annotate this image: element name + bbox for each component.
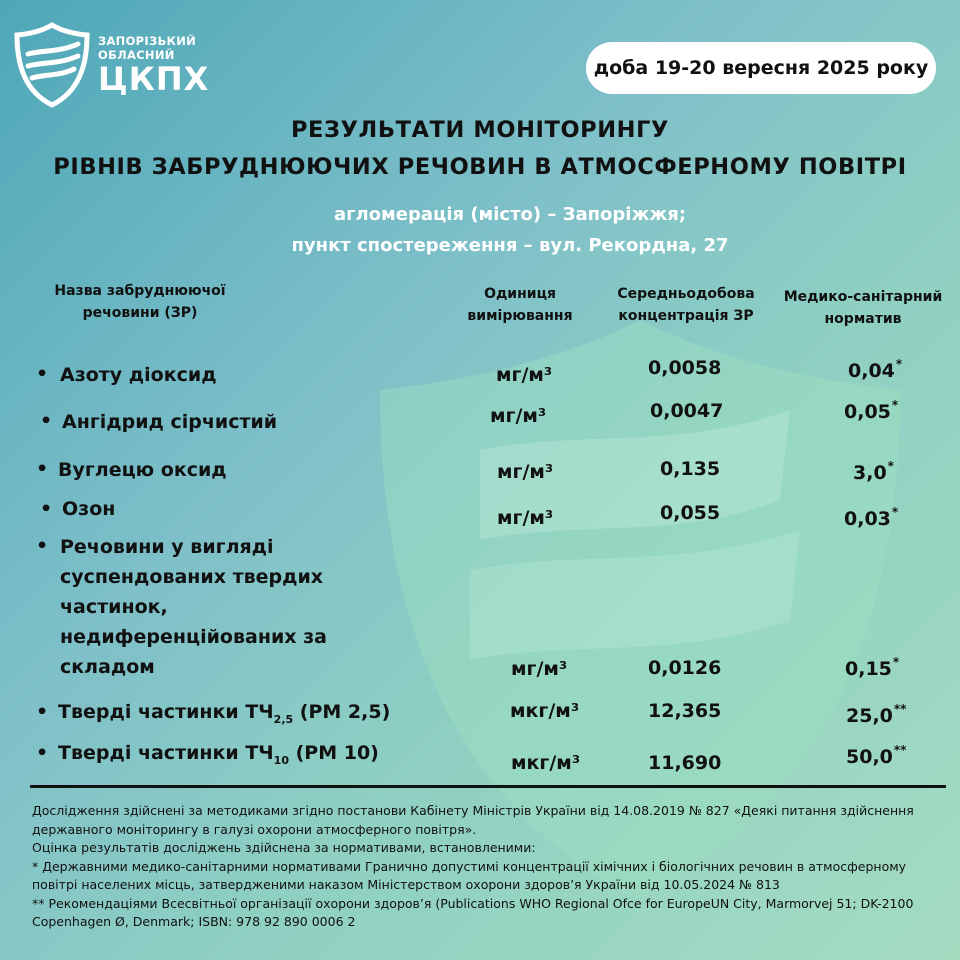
unit-value: мкг/м³ xyxy=(511,752,581,774)
footnote-who-norm: ** Рекомендаціями Всесвітньої організації охорони здоров’я (Publications WHO Regional Ofce for EuropeUN City, Marmorvej 51; DK-2100 Copenhagen Ø, Denmark; ISBN: 978 92 890 0006 2 xyxy=(32,895,914,929)
footnote-evaluation: Оцінка результатів досліджень здійснена за нормативами, встановленими: xyxy=(32,840,536,855)
concentration-value: 11,690 xyxy=(648,752,722,774)
brand-logo xyxy=(14,22,209,108)
norm-value: 0,15* xyxy=(845,655,900,680)
norm-value: 0,04* xyxy=(848,357,903,382)
unit-value: мг/м³ xyxy=(497,507,554,529)
row-bullet: • xyxy=(36,363,49,385)
norm-value: 25,0** xyxy=(846,702,907,727)
concentration-value: 0,0058 xyxy=(648,357,722,379)
header-substance: Назва забруднюючої речовини (ЗР) xyxy=(54,283,226,321)
footnote-marker: * xyxy=(887,459,894,473)
concentration-value: 0,0126 xyxy=(648,657,722,679)
footnote-national-norm: * Державними медико-санітарними нормативами Гранично допустимі концентрації хімічних і біологічних речовин в атмосферному повітрі населених місць, затвердженими наказом Міністерством охорони здоров’я України від 10.05.2024 № 813 xyxy=(32,858,907,892)
brand-line-1: ЗАПОРІЗЬКИЙ xyxy=(98,34,197,48)
concentration-value: 0,135 xyxy=(660,458,721,480)
substance-name: Озон xyxy=(62,498,116,520)
substance-name: Речовини у вигляді суспендованих твердих частинок, недиференційованих за складом xyxy=(60,536,328,678)
norm-value: 50,0** xyxy=(846,743,907,768)
row-bullet: • xyxy=(40,410,53,432)
substance-name: Вуглецю оксид xyxy=(58,459,227,481)
footnote-marker: * xyxy=(892,655,900,669)
shield-logo-icon xyxy=(14,22,90,108)
footnote-marker: * xyxy=(895,357,903,371)
row-bullet: • xyxy=(40,498,53,520)
substance-name: Тверді частинки $ТЧ_{10}$ (PM 10) xyxy=(58,742,379,767)
brand-line-2: ОБЛАСНИЙ xyxy=(98,48,175,62)
footnote-marker: * xyxy=(891,505,899,519)
header-concentration: Середньодобова концентрація ЗР xyxy=(617,286,755,324)
norm-value: 0,03* xyxy=(844,505,899,530)
footnote-methods: Дослідження здійснені за методиками згідно постанови Кабінету Міністрів України від 14.08.2019 № 827 «Деякі питання здійснення державного моніторингу в галузі охорони атмосферного повітря». xyxy=(32,803,914,837)
norm-value: 0,05* xyxy=(844,398,899,423)
substance-name: Азоту діоксид xyxy=(60,364,217,386)
concentration-value: 0,055 xyxy=(660,502,721,524)
header-unit: Одиниця вимірювання xyxy=(467,286,573,324)
norm-value: 3,0* xyxy=(853,459,894,484)
location-line-1: агломерація (місто) – Запоріжжя; xyxy=(333,204,687,225)
footnote-marker: ** xyxy=(893,743,907,757)
table-bottom-rule xyxy=(30,785,946,788)
substance-name: Ангідрид сірчистий xyxy=(62,411,278,433)
concentration-value: 12,365 xyxy=(648,700,722,722)
page-title-line-1: РЕЗУЛЬТАТИ МОНІТОРИНГУ xyxy=(290,117,670,143)
unit-value: мг/м³ xyxy=(497,461,554,483)
unit-value: мг/м³ xyxy=(490,405,547,427)
row-bullet: • xyxy=(36,701,49,723)
row-bullet: • xyxy=(36,742,49,764)
substance-name: Тверді частинки $ТЧ_{2,5}$ (PM 2,5) xyxy=(58,701,391,726)
row-bullet: • xyxy=(36,535,49,557)
footnote-marker: * xyxy=(891,398,899,412)
footnote-marker: ** xyxy=(893,702,907,716)
page-title-line-2: РІВНІВ ЗАБРУДНЮЮЧИХ РЕЧОВИН В АТМОСФЕРНОМУ ПОВІТРІ xyxy=(53,154,907,180)
unit-value: мг/м³ xyxy=(511,658,568,680)
date-badge: доба 19-20 вересня 2025 року xyxy=(586,42,936,94)
brand-name: ЦКПХ xyxy=(98,60,210,98)
row-bullet: • xyxy=(36,458,49,480)
unit-value: мг/м³ xyxy=(496,364,553,386)
header-norm: Медико-санітарний норматив xyxy=(783,289,943,327)
unit-value: мкг/м³ xyxy=(510,700,580,722)
footnotes xyxy=(32,802,942,932)
concentration-value: 0,0047 xyxy=(650,400,724,422)
location-line-2: пункт спостереження – вул. Рекордна, 27 xyxy=(291,235,729,256)
